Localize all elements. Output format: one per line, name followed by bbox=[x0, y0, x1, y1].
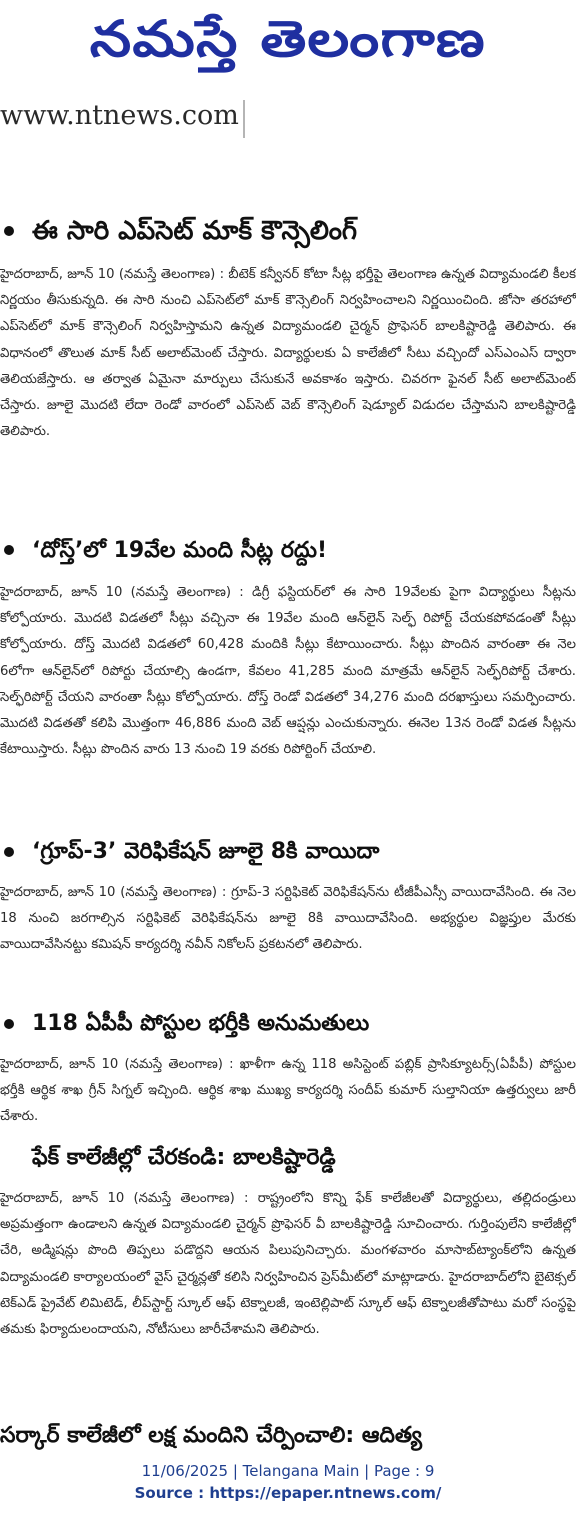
divider bbox=[243, 100, 245, 138]
article-text: రాష్ట్రంలోని కొన్ని ఫేక్ కాలేజీలతో విద్యార్థులు, తల్లిదండ్రులు అప్రమత్తంగా ఉండాలని ఉన్నత విద్యామండలి చైర్మన్ ప్రొఫెసర్ వీ బాలకిష్టారెడ్డి సూచించారు. గుర్తింపులేని కాలేజీల్లో చేరి, అడ్మిషన్లు పొంది తిప్పలు పడొద్దని ఆయన పిలుపునిచ్చారు. మంగళవారం మాసాబ్‌ట్యాంక్‌లోని ఉన్నత విద్యామండలి కార్యాలయంలో వైస్ చైర్మన్లతో కలిసి నిర్వహించిన ప్రెస్‌మీట్‌లో మాట్లాడారు. హైదరాబాద్‌లోని బైటెక్సల్ టెక్‌ఎడ్ ప్రైవేట్ లిమిటెడ్, లీప్‌స్టార్ట్ స్కూల్ ఆఫ్ టెక్నాలజీ, ఇంటెల్లిపాట్ స్కూల్ ఆఫ్ టెక్నాలజీతోపాటు మరో సంస్థపై తమకు ఫిర్యాదులందాయని, నోటీసులు జారీచేశామని తెలిపారు. bbox=[0, 1191, 576, 1338]
bullet-icon bbox=[4, 1019, 14, 1029]
news-article bbox=[0, 1002, 576, 1134]
bullet-icon bbox=[4, 545, 14, 555]
news-article bbox=[0, 830, 576, 1004]
article-dateline: హైదరాబాద్, జూన్ 10 (నమస్తే తెలంగాణ) : bbox=[0, 1057, 234, 1072]
headline-text: సర్కార్ కాలేజీలో లక్ష మందిని చేర్పించాలి: ఆదిత్య bbox=[0, 1423, 422, 1448]
article-body bbox=[0, 580, 576, 763]
newspaper-logo: నమస్తే తెలంగాణ bbox=[90, 10, 486, 68]
headline-text: ఫేక్ కాలేజీల్లో చేరకండి: బాలకిష్టారెడ్డి bbox=[32, 1145, 336, 1170]
article-headline bbox=[0, 830, 576, 874]
article-text: బీటెక్ కన్వీనర్ కోటా సీట్ల భర్తీపై తెలంగాణ ఉన్నత విద్యామండలి కీలక నిర్ణయం తీసుకున్నది. ఈ సారి నుంచి ఎప్‌సెట్‌లో మాక్ కౌన్సెలింగ్ నిర్వహించాలని నిర్ణయించింది. జోసా తరహాలో ఎప్‌సెట్‌లో మాక్ కౌన్సెలింగ్ నిర్వహిస్తామని ఉన్నత విద్యామండలి చైర్మన్ ప్రొఫెసర్ బాలకిష్టారెడ్డి తెలిపారు. ఈ విధానంలో తొలుత మాక్ సీట్ అలాట్‌మెంట్ చేస్తారు. విద్యార్థులకు ఏ కాలేజీలో సీటు వచ్చిందో ఎస్‌ఎంఎస్ ద్వారా తెలియజేస్తారు. ఆ తర్వాత ఏమైనా మార్పులు చేసుకునే అవకాశం ఇస్తారు. చివరగా ఫైనల్ సీట్ అలాట్‌మెంట్ చేస్తారు. జూలై మొదటి లేదా రెండో వారంలో ఎప్‌సెట్ వెబ్ కౌన్సెలింగ్ షెడ్యూల్ విడుదల చేస్తామని బాలకిష్టారెడ్డి తెలిపారు. bbox=[0, 267, 576, 440]
news-article bbox=[0, 1418, 576, 1454]
article-dateline: హైదరాబాద్, జూన్ 10 (నమస్తే తెలంగాణ) : bbox=[0, 885, 227, 900]
article-text: గ్రూప్-3 సర్టిఫికెట్ వెరిఫికేషన్‌ను టీజీపీఎస్సీ వాయిదావేసింది. ఈ నెల 18 నుంచి జరగాల్సిన సర్టిఫికెట్ వెరిఫికేషన్‌ను జూలై 8కి వాయిదావేసింది. అభ్యర్థుల విజ్ఞప్తుల మేరకు వాయిదావేసినట్టు కమిషన్ కార్యదర్శి నవీన్ నికోలస్ ప్రకటనలో తెలిపారు. bbox=[0, 885, 576, 953]
article-body bbox=[0, 1186, 576, 1343]
article-body bbox=[0, 262, 576, 445]
article-headline bbox=[0, 1002, 576, 1046]
headline-text: ‘గ్రూప్-3’ వెరిఫికేషన్ జూలై 8కి వాయిదా bbox=[32, 839, 380, 864]
website-url[interactable]: www.ntnews.com bbox=[0, 100, 239, 131]
headline-text: 118 ఏపీపీ పోస్టుల భర్తీకి అనుమతులు bbox=[32, 1011, 370, 1036]
news-article bbox=[0, 1136, 576, 1418]
page-footer bbox=[0, 1460, 576, 1516]
article-text: డిగ్రీ ఫస్టియర్‌లో ఈ సారి 19వేలకు పైగా విద్యార్థులు సీట్లను కోల్పోయారు. మొదటి విడతలో సీట్లు వచ్చినా ఈ 19వేల మంది ఆన్‌లైన్ సెల్ఫ్ రిపోర్ట్ చేయకపోవడంతో సీట్లు కోల్పోయారు. దోస్త్ మొదటి విడతలో 60,428 మందికి సీట్లు కేటాయించారు. సీట్లు పొందిన వారంతా ఈ నెల 6లోగా ఆన్‌లైన్‌లో రిపోర్టు చేయాల్సి ఉండగా, కేవలం 41,285 మంది మాత్రమే ఆన్‌లైన్ సెల్ఫ్‌రిపోర్ట్ చేశారు. సెల్ఫ్‌రిపోర్ట్ చేయని వారంతా సీట్లు కోల్పోయారు. దోస్త్ రెండో విడతలో 34,276 మంది దరఖాస్తులు సమర్పించారు. మొదటి విడతతో కలిపి మొత్తంగా 46,886 మంది వెబ్ ఆప్షన్లు ఎంచుకున్నారు. ఈనెల 13న రెండో విడత సీట్లను కేటాయిస్తారు. సీట్లు పొందిన వారు 13 నుంచి 19 వరకు రిపోర్టింగ్ చేయాలి. bbox=[0, 585, 576, 758]
bullet-icon bbox=[4, 226, 14, 236]
article-dateline: హైదరాబాద్, జూన్ 10 (నమస్తే తెలంగాణ) : bbox=[0, 585, 244, 600]
edition-info: 11/06/2025 | Telangana Main | Page : 9 bbox=[141, 1462, 435, 1480]
article-dateline: హైదరాబాద్, జూన్ 10 (నమస్తే తెలంగాణ) : bbox=[0, 1191, 249, 1206]
masthead bbox=[0, 0, 576, 80]
article-headline bbox=[0, 526, 576, 574]
article-text: ఖాళీగా ఉన్న 118 అసిస్టెంట్ పబ్లిక్ ప్రాసిక్యూటర్స్(ఏపీపీ) పోస్టుల భర్తీకి ఆర్థిక శాఖ గ్రీన్ సిగ్నల్ ఇచ్చింది. ఆర్థిక శాఖ ముఖ్య కార్యదర్శి సందీప్ కుమార్ సుల్తానియా ఉత్తర్వులు జారీ చేశారు. bbox=[0, 1057, 576, 1125]
article-headline bbox=[0, 1136, 576, 1180]
article-body bbox=[0, 880, 576, 959]
source-link[interactable]: Source : https://epaper.ntnews.com/ bbox=[134, 1484, 442, 1502]
article-headline bbox=[0, 206, 576, 256]
article-dateline: హైదరాబాద్, జూన్ 10 (నమస్తే తెలంగాణ) : bbox=[0, 267, 225, 282]
news-article bbox=[0, 526, 576, 840]
website-row bbox=[0, 96, 576, 142]
article-body bbox=[0, 1052, 576, 1131]
article-headline-cut bbox=[0, 1418, 576, 1454]
headline-text: ‘దోస్త్’లో 19వేల మంది సీట్ల రద్దు! bbox=[32, 538, 328, 563]
news-article bbox=[0, 206, 576, 522]
bullet-icon bbox=[4, 847, 14, 857]
headline-text: ఈ సారి ఎప్‌సెట్ మాక్ కౌన్సెలింగ్ bbox=[32, 216, 358, 246]
